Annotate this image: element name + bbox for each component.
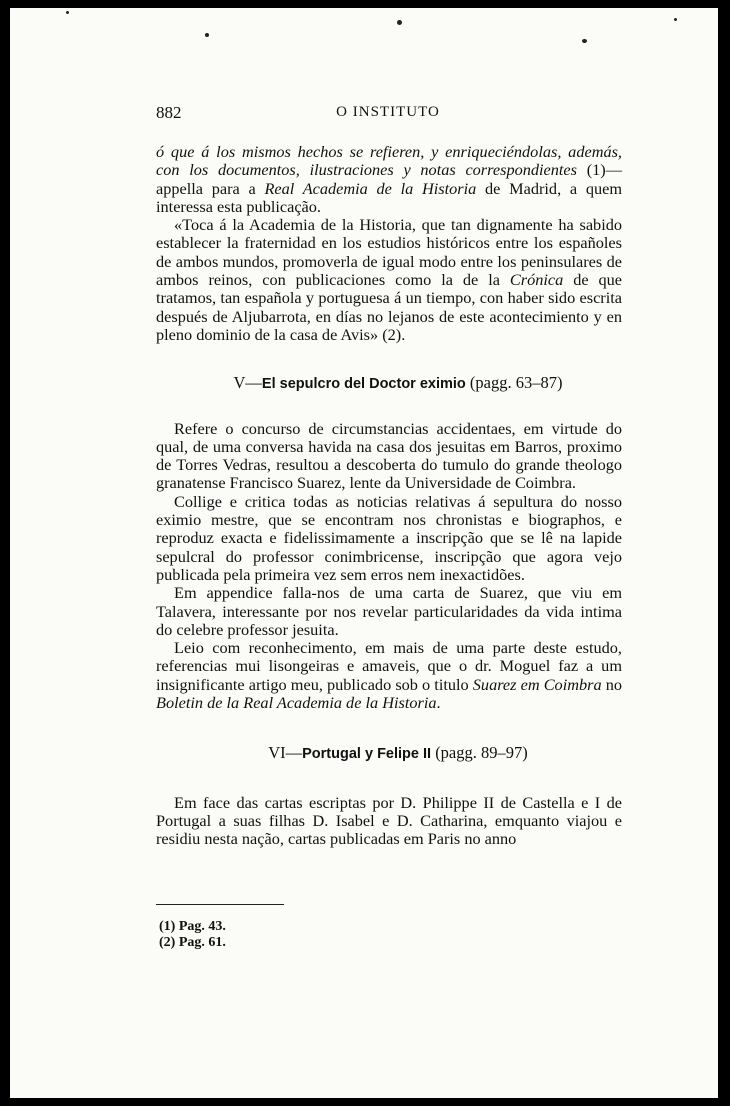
intro-italic: ó que á los mismos hechos se refieren, y enriqueciéndolas, además, con los documentos, ilustraciones y notas correspondientes [156,142,622,180]
footnote [159,935,226,951]
paragraph: Collige e critica todas as noticias relativas á sepultura do nosso eximio mestre, que se encontram nos chronistas e biographos, e reproduz exacta e fidelissimamente a inscripção que se lê na lapide sepulcral do professor conimbricense, inscripção que agora vejo publicada pela primeira vez sem erros nem inexactidões. [156,491,622,584]
section-title: El sepulcro del Doctor eximio [261,376,466,393]
running-title: O INSTITUTO [336,104,440,120]
cronica-title: Crónica [509,270,564,290]
p4-text: Leio com reconhecimento, em mais de uma parte deste estudo, referencias mui lisongeiras e amaveis, que o dr. Moguel faz a um insignificante artigo meu, publicado sob o titulo [156,638,622,694]
footnotes [159,919,226,951]
section-pages: (pagg. 63–87) [465,373,563,393]
intro-paragraph [156,143,622,216]
footnote-mark: (1) [159,919,176,934]
academia-title: Real Academia de la Historia [264,178,477,198]
paragraph: Em appendice falla-nos de uma carta de Suarez, que viu em Talavera, interessante por nos revelar particularidades da vida intima do celebre professor jesuita. [156,583,622,639]
print-speck [582,39,587,43]
print-speck [674,18,677,21]
paragraph: Refere o concurso de circumstancias accidentaes, em virtude do qual, de uma conversa havida na casa dos jesuitas em Barros, proximo de Torres Vedras, resultou a descoberta do tumulo do grande theologo granatense Francisco Suarez, lente da Universidade de Coimbra. [156,418,622,493]
print-speck [66,11,69,14]
section-title: Portugal y Felipe II [302,746,432,763]
quote-paragraph [156,216,622,344]
article-title: Suarez em Coimbra [472,674,602,694]
section-heading-vi [156,744,622,763]
footnote-text: Pag. 61. [178,935,226,950]
document-page [10,8,718,1098]
section-numeral: VI— [268,743,303,763]
footnote-text: Pag. 43. [178,919,226,934]
footnote [159,919,226,935]
intro-text-end: de Madrid, a quem interessa esta publicação. [156,178,622,216]
p4-end: . [436,693,441,713]
p4-mid: no [601,674,622,694]
quote-text: «Toca á la Academia de la Historia, que tan dignamente ha sabido establecer la fraternidad en los estudios históricos entre los españoles de ambos mundos, promoverla de igual modo entre los peninsulares de ambos reinos, con publicaciones como la de la [156,215,622,290]
footnote-mark: (2) [159,935,176,950]
print-speck [397,20,402,25]
section-heading-v [156,374,622,393]
print-speck [205,33,209,37]
page-number: 882 [156,103,182,122]
section-pages: (pagg. 89–97) [431,743,528,763]
intro-text: (1)— appella para a [156,160,622,198]
paragraph: Em face das cartas escriptas por D. Philippe II de Castella e I de Portugal a suas filhas D. Isabel e D. Catharina, emquanto viajou e residiu nesta nação, cartas publicadas em Paris no anno [156,792,622,849]
paragraph [156,639,622,712]
page-body [156,143,622,849]
footnote-divider [156,904,284,905]
boletin-title: Boletin de la Real Academia de la Historia [156,693,437,713]
section-numeral: V— [233,373,262,393]
quote-text-end: de que tratamos, tan española y portuguesa á un tiempo, con haber sido escrita después de Aljubarrota, en días no lejanos de este acontecimiento y en pleno dominio de la casa de Avis» (2). [156,270,623,344]
